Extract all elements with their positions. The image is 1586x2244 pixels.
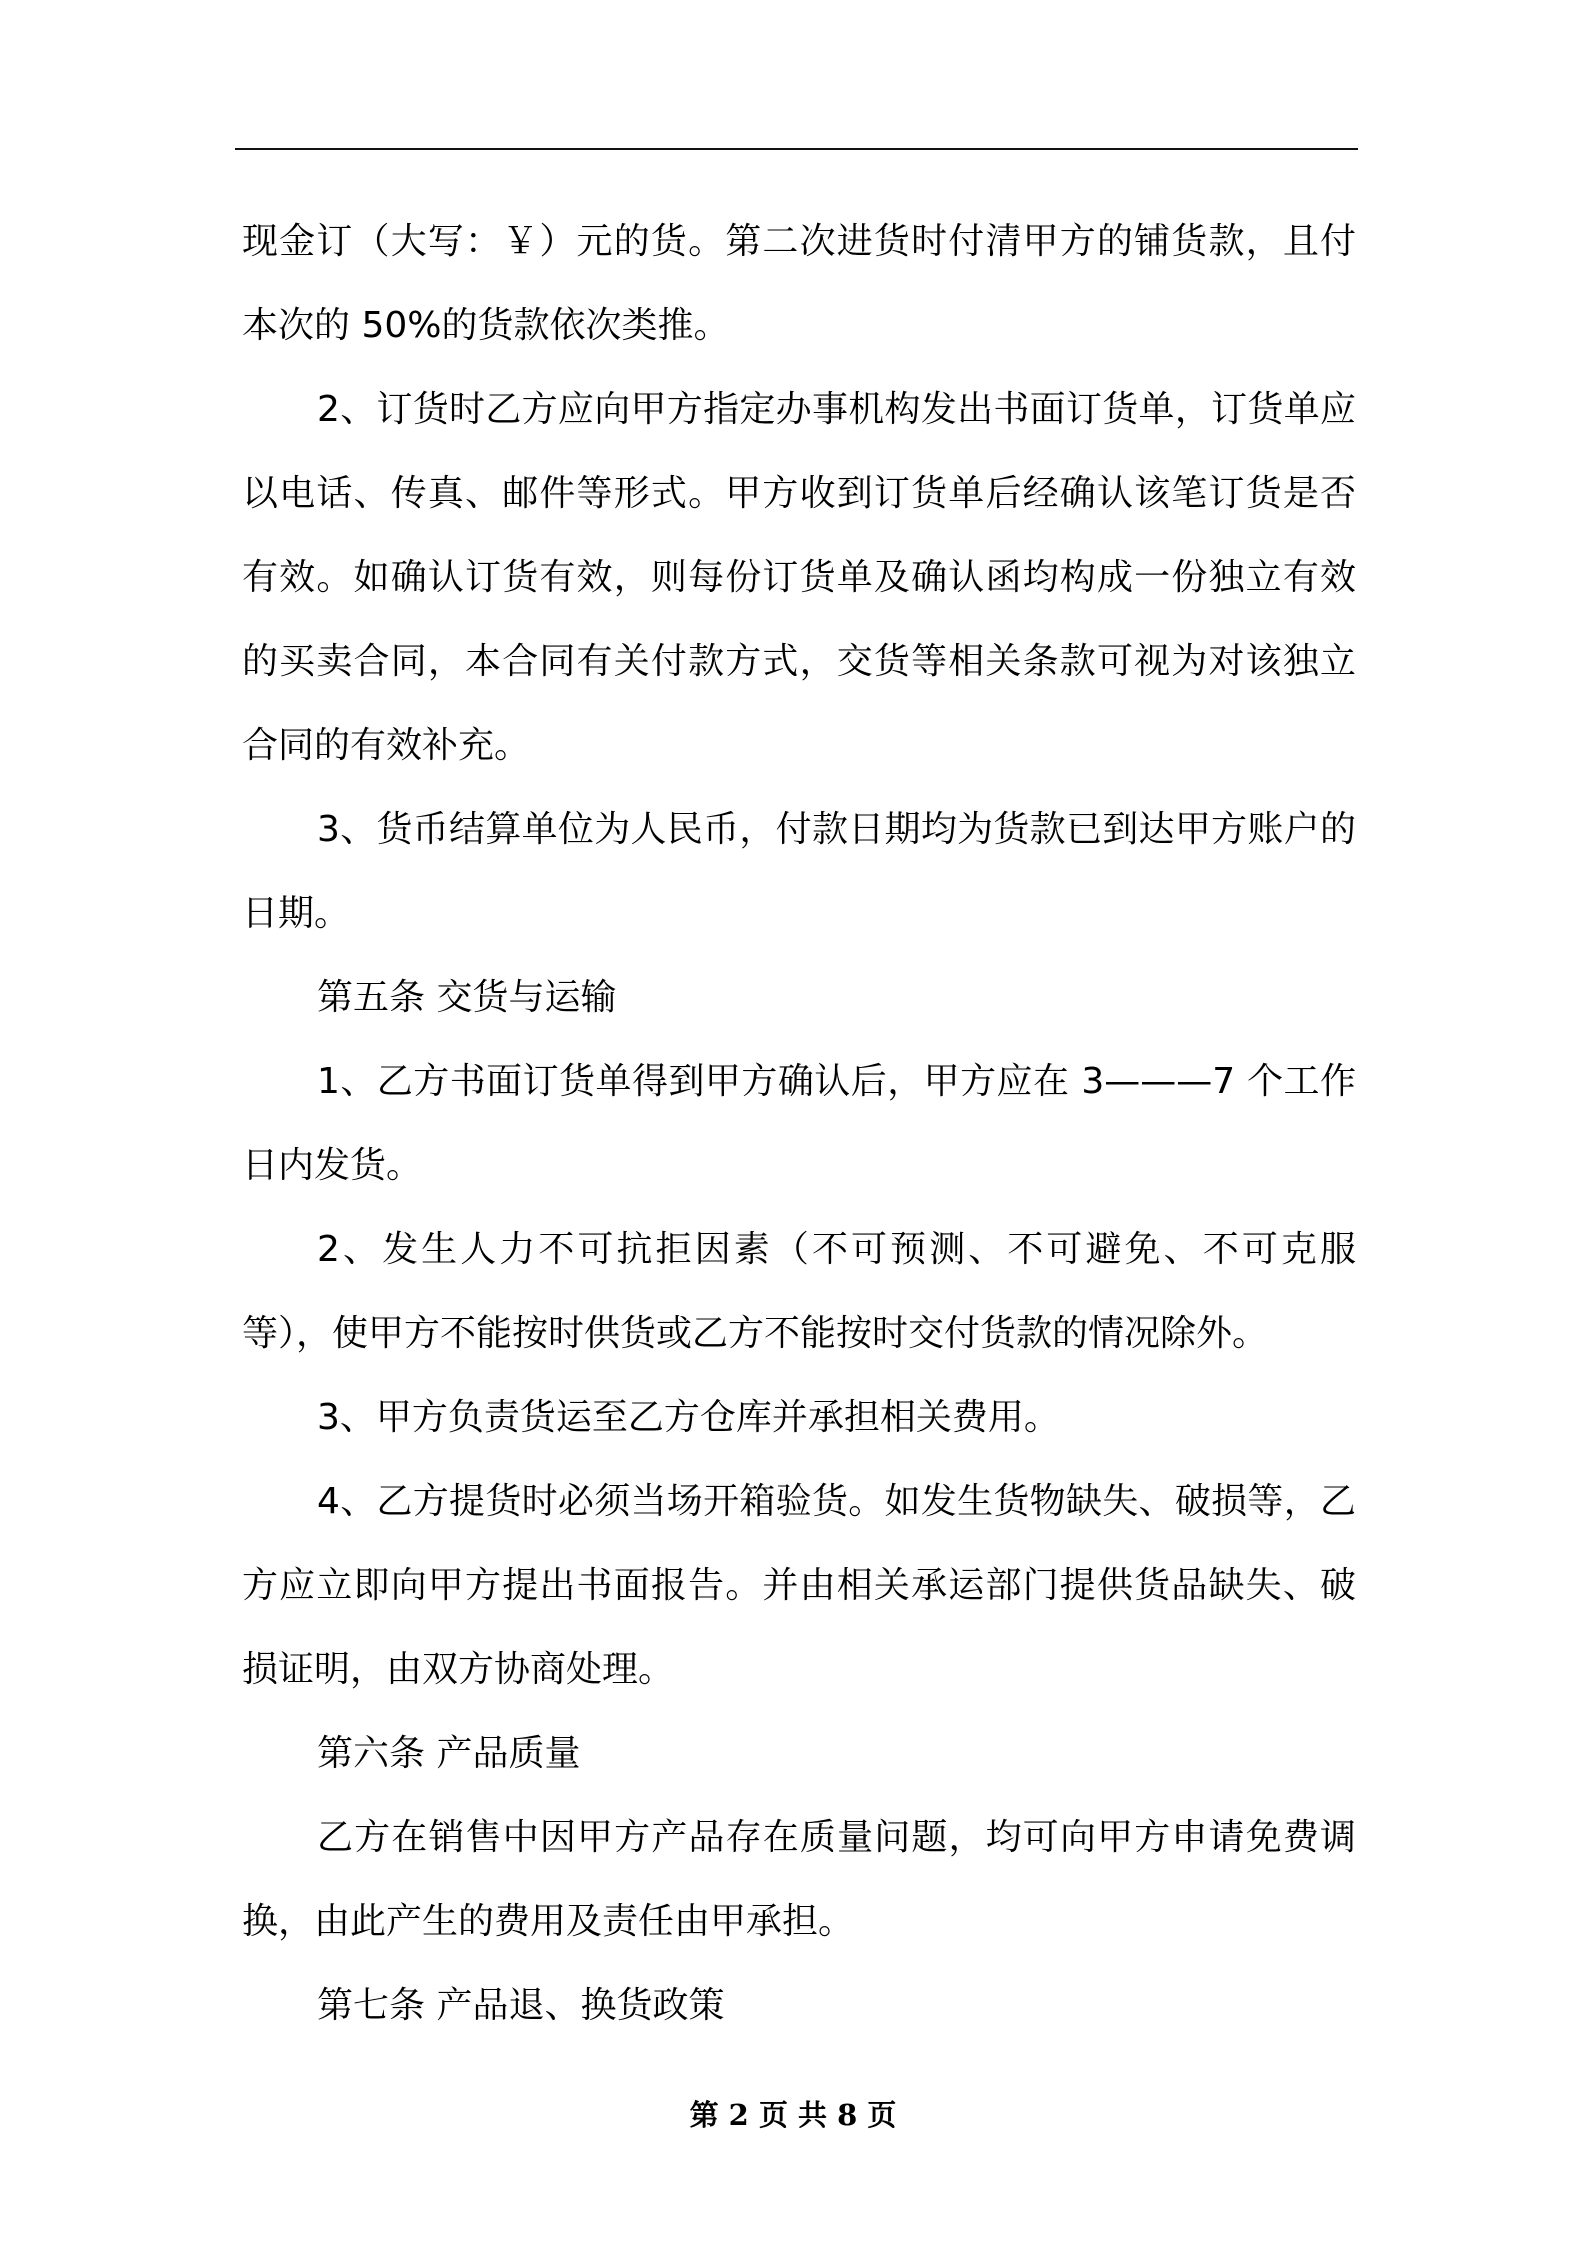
paragraph-delivery-1: 1、乙方书面订货单得到甲方确认后，甲方应在 3———7 个工作日内发货。 [242,1061,1356,1186]
paragraph-continuation: 现金订（大写：￥）元的货。第二次进货时付清甲方的铺货款，且付本次的 50%的货款依次类推。 [242,221,1356,346]
paragraph-delivery-3: 3、甲方负责货运至乙方仓库并承担相关费用。 [317,1397,1060,1438]
section-heading-article-7: 第七条 产品退、换货政策 [317,1985,725,2026]
section-heading-article-6: 第六条 产品质量 [317,1733,581,1774]
document-body [242,200,1356,2048]
paragraph-delivery-4: 4、乙方提货时必须当场开箱验货。如发生货物缺失、破损等，乙方应立即向甲方提出书面报告。并由相关承运部门提供货品缺失、破损证明，由双方协商处理。 [242,1481,1356,1690]
section-heading-article-5: 第五条 交货与运输 [317,977,617,1018]
paragraph-delivery-2: 2、发生人力不可抗拒因素（不可预测、不可避免、不可克服等），使甲方不能按时供货或乙方不能按时交付货款的情况除外。 [242,1229,1356,1354]
paragraph-clause-3: 3、货币结算单位为人民币，付款日期均为货款已到达甲方账户的日期。 [242,809,1356,934]
paragraph-quality: 乙方在销售中因甲方产品存在质量问题，均可向甲方申请免费调换，由此产生的费用及责任由甲承担。 [242,1817,1356,1942]
page-footer: 第 2 页 共 8 页 [689,2098,897,2132]
header-rule [235,148,1358,150]
paragraph-clause-2: 2、订货时乙方应向甲方指定办事机构发出书面订货单，订货单应以电话、传真、邮件等形式。甲方收到订货单后经确认该笔订货是否有效。如确认订货有效，则每份订货单及确认函均构成一份独立有效的买卖合同，本合同有关付款方式，交货等相关条款可视为对该独立合同的有效补充。 [242,389,1356,766]
